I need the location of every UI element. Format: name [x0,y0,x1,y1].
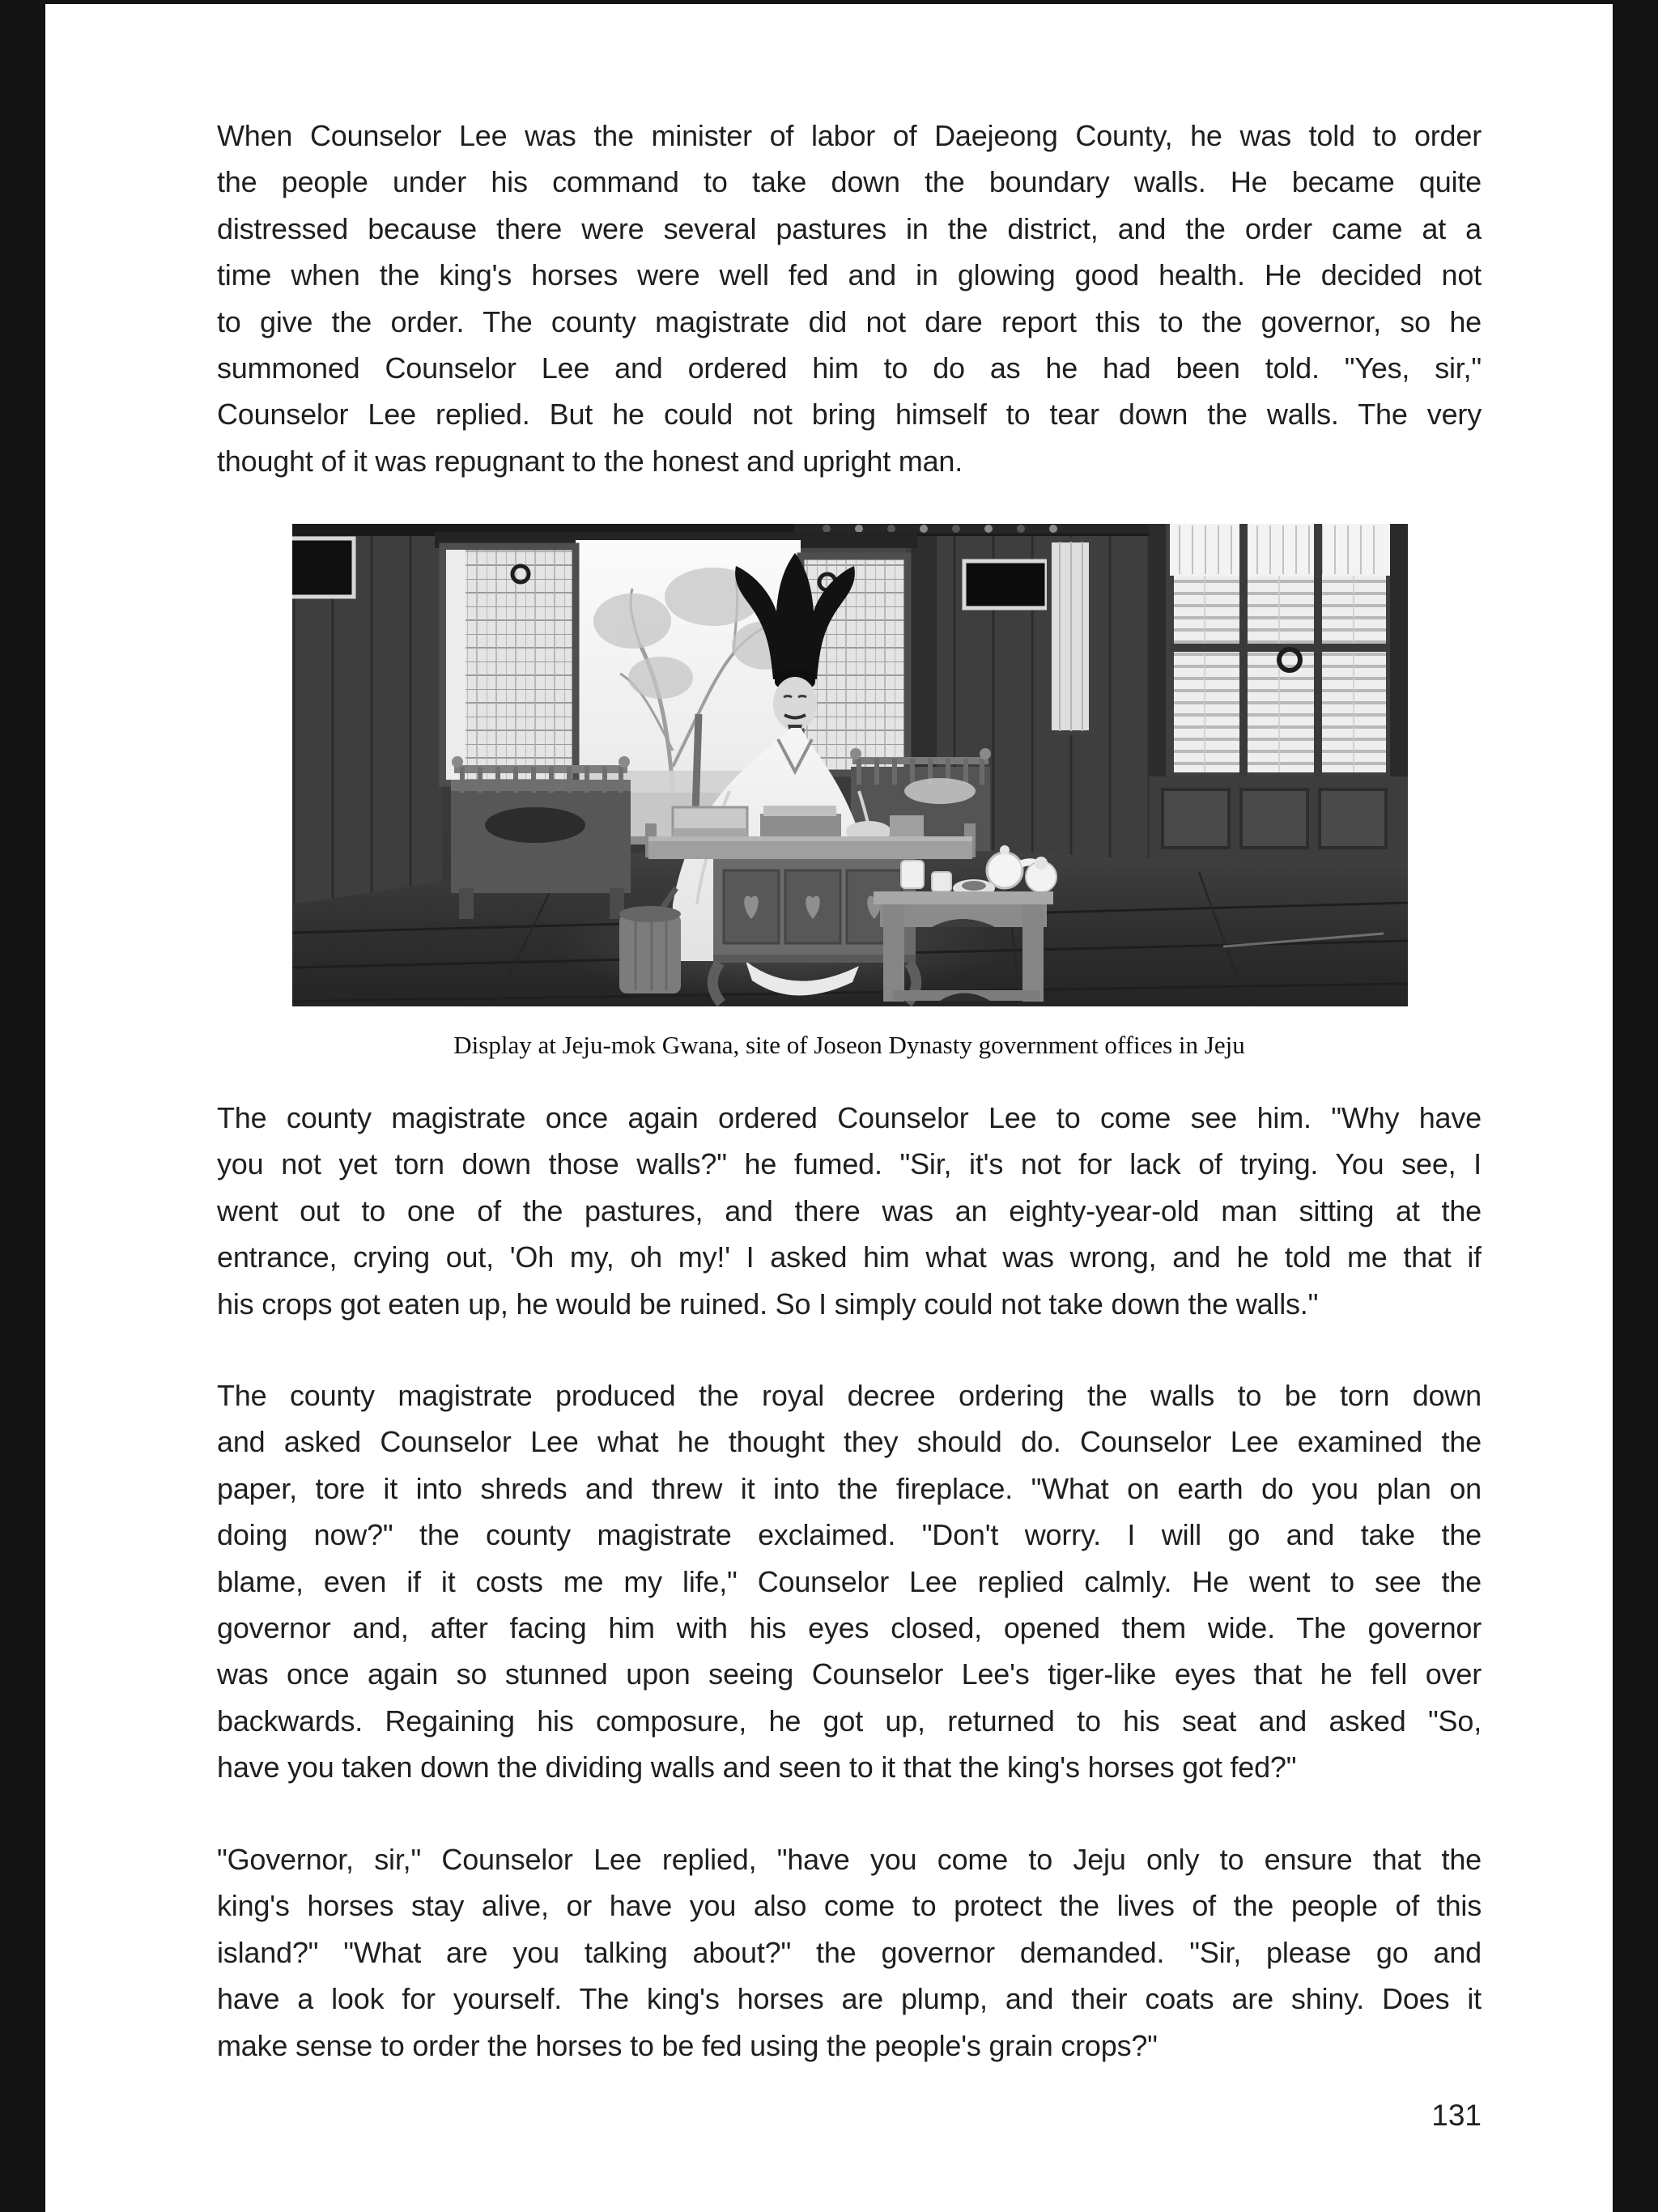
paragraph-3 [217,1372,1482,1791]
paragraph-2 [217,1095,1482,1327]
text-line: the people under his command to take down the boundary walls. He became quite [217,165,1482,199]
text-line: When Counselor Lee was the minister of labor of Daejeong County, he was told to order [217,119,1482,152]
text-line: went out to one of the pastures, and there was an eighty-year-old man sitting at the [217,1193,1482,1227]
figure-caption: Display at Jeju-mok Gwana, site of Joseon Dynasty government offices in Jeju [453,1031,1245,1059]
text-line: to give the order. The county magistrate did not dare report this to the governor, so he [217,304,1482,338]
text-line: king's horses stay alive, or have you also come to protect the lives of the people of this [217,1889,1482,1923]
jeju-gwana-photo [292,524,1408,1006]
text-line: "Governor, sir," Counselor Lee replied, "have you come to Jeju only to ensure that the [217,1843,1482,1876]
teapot [987,853,1022,888]
lattice-door-left [443,547,576,783]
text-line: distressed because there were several pastures in the district, and the order came at a [217,211,1482,245]
text-line: The county magistrate produced the royal decree ordering the walls to be torn down [217,1379,1482,1412]
text-line: doing now?" the county magistrate exclaimed. "Don't worry. I will go and take the [217,1518,1482,1552]
paragraph-1 [217,113,1482,484]
page-number: 131 [1431,2099,1482,2132]
desk-carved-panels [724,870,902,943]
text-line: blame, even if it costs me my life," Counselor Lee replied calmly. He went to see the [217,1564,1482,1598]
text-line: island?" "What are you talking about?" the governor demanded. "Sir, please go and [217,1935,1482,1969]
wall-plaque-left [292,538,354,597]
text-line: have a look for yourself. The king's horses are plump, and their coats are shiny. Does it [217,1982,1482,2016]
text-line: governor and, after facing him with his eyes closed, opened them wide. The governor [217,1610,1482,1644]
text-line: make sense to order the horses to be fed using the people's grain crops?" [217,2028,1158,2062]
figure-photo [292,524,1408,1006]
text-line: was once again so stunned upon seeing Counselor Lee's tiger-like eyes that he fell over [217,1657,1482,1691]
tea-cup [901,861,924,888]
text-line: you not yet torn down those walls?" he fumed. "Sir, it's not for lack of trying. You see, I [217,1147,1482,1181]
tea-cup [932,872,951,891]
text-line: time when the king's horses were well fed and in glowing good health. He decided not [217,258,1482,292]
text-line: Counselor Lee replied. But he could not bring himself to tear down the walls. The very [217,398,1482,432]
book-page [45,4,1613,2212]
cushion [904,778,976,804]
text-line: his crops got eaten up, he would be ruined. So I simply could not take down the walls." [217,1287,1319,1321]
wall-plaque-right [964,561,1047,608]
bedding-bundle [485,807,585,843]
wainscot-panels [1149,776,1408,872]
text-line: summoned Counselor Lee and ordered him to do as he had been told. "Yes, sir," [217,351,1482,385]
paragraph-4 [217,1836,1482,2069]
text-line: backwards. Regaining his composure, he got up, returned to his seat and asked "So, [217,1704,1482,1738]
text-line: have you taken down the dividing walls and seen to it that the king's horses got fed?" [217,1750,1297,1784]
text-line: thought of it was repugnant to the honest and upright man. [217,444,963,478]
text-line: entrance, crying out, 'Oh my, oh my!' I asked him what was wrong, and he told me that if [217,1240,1482,1274]
text-line: and asked Counselor Lee what he thought they should do. Counselor Lee examined the [217,1425,1482,1459]
official-face [773,677,817,730]
text-line: The county magistrate once again ordered Counselor Lee to come see him. "Why have [217,1101,1482,1134]
text-line: paper, tore it into shreds and threw it into the fireplace. "What on earth do you plan on [217,1471,1482,1505]
